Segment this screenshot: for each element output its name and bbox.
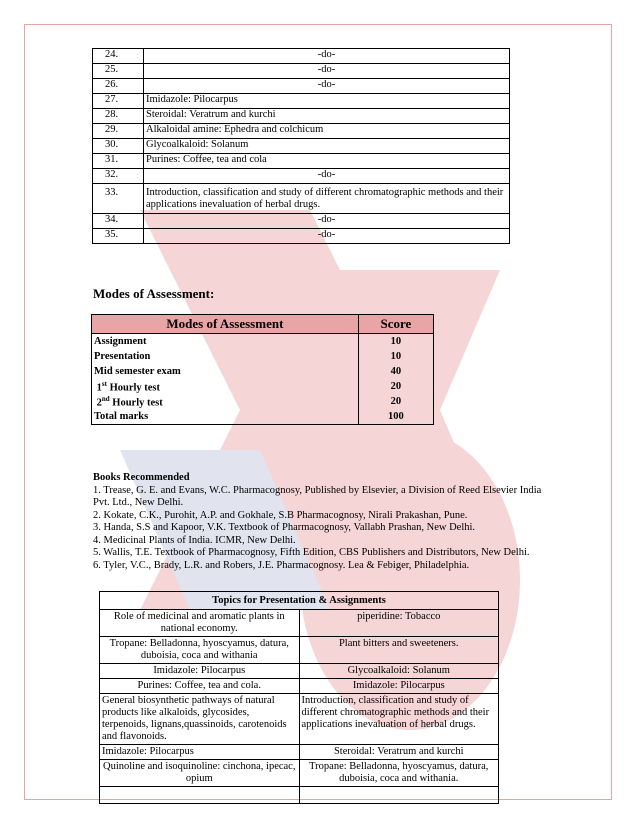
table-row <box>93 64 510 79</box>
table-row <box>100 637 499 664</box>
table-row <box>100 694 499 745</box>
book-item: 4. Medicinal Plants of India. ICMR, New Delhi. <box>93 534 296 546</box>
topic-cell: Plant bitters and sweeteners. <box>299 637 499 664</box>
table-row <box>93 49 510 64</box>
lesson-topic: -do- <box>144 79 510 94</box>
lesson-number: 32. <box>93 169 144 184</box>
table-row <box>93 184 510 214</box>
lesson-topic: Glycoalkaloid: Solanum <box>144 139 510 154</box>
lesson-number: 34. <box>93 214 144 229</box>
lesson-topic: -do- <box>144 49 510 64</box>
book-item: 2. Kokate, C.K., Purohit, A.P. and Gokhale, S.B Pharmacognosy, Nirali Prakashan, Pune. <box>93 509 468 521</box>
lesson-number: 31. <box>93 154 144 169</box>
table-row <box>93 94 510 109</box>
table-row <box>92 379 434 394</box>
table-row <box>100 664 499 679</box>
table-row <box>100 745 499 760</box>
table-row <box>93 79 510 94</box>
table-row <box>100 610 499 637</box>
table-row <box>100 679 499 694</box>
book-item: 6. Tyler, V.C., Brady, L.R. and Robers, J.E. Pharmacognosy. Lea & Febiger, Philadelphia. <box>93 559 470 571</box>
topic-cell: piperidine: Tobacco <box>299 610 499 637</box>
table-row <box>93 214 510 229</box>
lesson-number: 27. <box>93 94 144 109</box>
assessment-header-mode: Modes of Assessment <box>92 315 359 334</box>
table-row <box>92 409 434 425</box>
topic-cell: Tropane: Belladonna, hyoscyamus, datura, duboisia, coca and withania. <box>299 760 499 787</box>
table-row <box>92 394 434 409</box>
table-row <box>100 787 499 804</box>
topic-cell: Steroidal: Veratrum and kurchi <box>299 745 499 760</box>
topic-cell: Glycoalkaloid: Solanum <box>299 664 499 679</box>
lesson-number: 24. <box>93 49 144 64</box>
lesson-number: 29. <box>93 124 144 139</box>
topic-cell-empty <box>100 787 300 804</box>
table-row <box>92 349 434 364</box>
table-row <box>93 154 510 169</box>
assessment-score: 20 <box>358 394 433 409</box>
assessment-mode: Presentation <box>92 349 359 364</box>
table-row <box>93 109 510 124</box>
lesson-topic: -do- <box>144 169 510 184</box>
topics-title: Topics for Presentation & Assignments <box>100 592 499 610</box>
assessment-score: 10 <box>358 349 433 364</box>
books-title: Books Recommended <box>93 472 190 483</box>
assessment-mode: Mid semester exam <box>92 364 359 379</box>
topic-cell: Introduction, classification and study of different chromatographic methods and their applications inevaluation of herbal drugs. <box>299 694 499 745</box>
table-row <box>93 169 510 184</box>
lesson-number: 35. <box>93 229 144 244</box>
lesson-number: 26. <box>93 79 144 94</box>
lesson-topic: Introduction, classification and study of different chromatographic methods and their applications inevaluation of herbal drugs. <box>144 184 510 214</box>
assessment-score: 100 <box>358 409 433 425</box>
lesson-plan-table <box>92 48 510 244</box>
topics-table <box>99 591 499 804</box>
lesson-topic: Imidazole: Pilocarpus <box>144 94 510 109</box>
topic-cell: General biosynthetic pathways of natural products like alkaloids, glycosides, terpenoids, lignans,quassinoids, carotenoids and flavonoids. <box>100 694 300 745</box>
assessment-mode: Assignment <box>92 334 359 350</box>
book-item: 5. Wallis, T.E. Textbook of Pharmacognosy, Fifth Edition, CBS Publishers and Distributors, New Delhi. <box>93 547 530 558</box>
topic-cell: Imidazole: Pilocarpus <box>299 679 499 694</box>
topic-cell: Tropane: Belladonna, hyoscyamus, datura, duboisia, coca and withania <box>100 637 300 664</box>
lesson-topic: -do- <box>144 214 510 229</box>
table-row <box>100 760 499 787</box>
assessment-mode: 1st Hourly test <box>92 379 359 394</box>
modes-heading: Modes of Assessment: <box>93 286 215 301</box>
topic-cell: Quinoline and isoquinoline: cinchona, ipecac, opium <box>100 760 300 787</box>
lesson-number: 33. <box>93 184 144 214</box>
lesson-topic: Alkaloidal amine: Ephedra and colchicum <box>144 124 510 139</box>
assessment-score: 40 <box>358 364 433 379</box>
topic-cell: Imidazole: Pilocarpus <box>100 664 300 679</box>
book-item: 3. Handa, S.S and Kapoor, V.K. Textbook of Pharmacognosy, Vallabh Prashan, New Delhi. <box>93 522 476 533</box>
table-row <box>92 364 434 379</box>
table-row <box>93 229 510 244</box>
lesson-number: 30. <box>93 139 144 154</box>
topic-cell: Imidazole: Pilocarpus <box>100 745 300 760</box>
lesson-topic: Purines: Coffee, tea and cola <box>144 154 510 169</box>
table-row <box>93 124 510 139</box>
books-recommended <box>93 472 553 572</box>
lesson-topic: Steroidal: Veratrum and kurchi <box>144 109 510 124</box>
lesson-number: 25. <box>93 64 144 79</box>
assessment-score: 20 <box>358 379 433 394</box>
assessment-header-score: Score <box>358 315 433 334</box>
table-row <box>92 334 434 350</box>
lesson-topic: -do- <box>144 64 510 79</box>
lesson-number: 28. <box>93 109 144 124</box>
assessment-mode: 2nd Hourly test <box>92 394 359 409</box>
topic-cell-empty <box>299 787 499 804</box>
topic-cell: Purines: Coffee, tea and cola. <box>100 679 300 694</box>
book-item: 1. Trease, G. E. and Evans, W.C. Pharmacognosy, Published by Elsevier, a Division of Reed Elsevier India Pvt. Ltd., New Delhi. <box>93 484 542 508</box>
lesson-topic: -do- <box>144 229 510 244</box>
assessment-score: 10 <box>358 334 433 350</box>
topic-cell: Role of medicinal and aromatic plants in national economy. <box>100 610 300 637</box>
assessment-mode: Total marks <box>92 409 359 425</box>
table-row <box>93 139 510 154</box>
assessment-table <box>91 314 434 425</box>
